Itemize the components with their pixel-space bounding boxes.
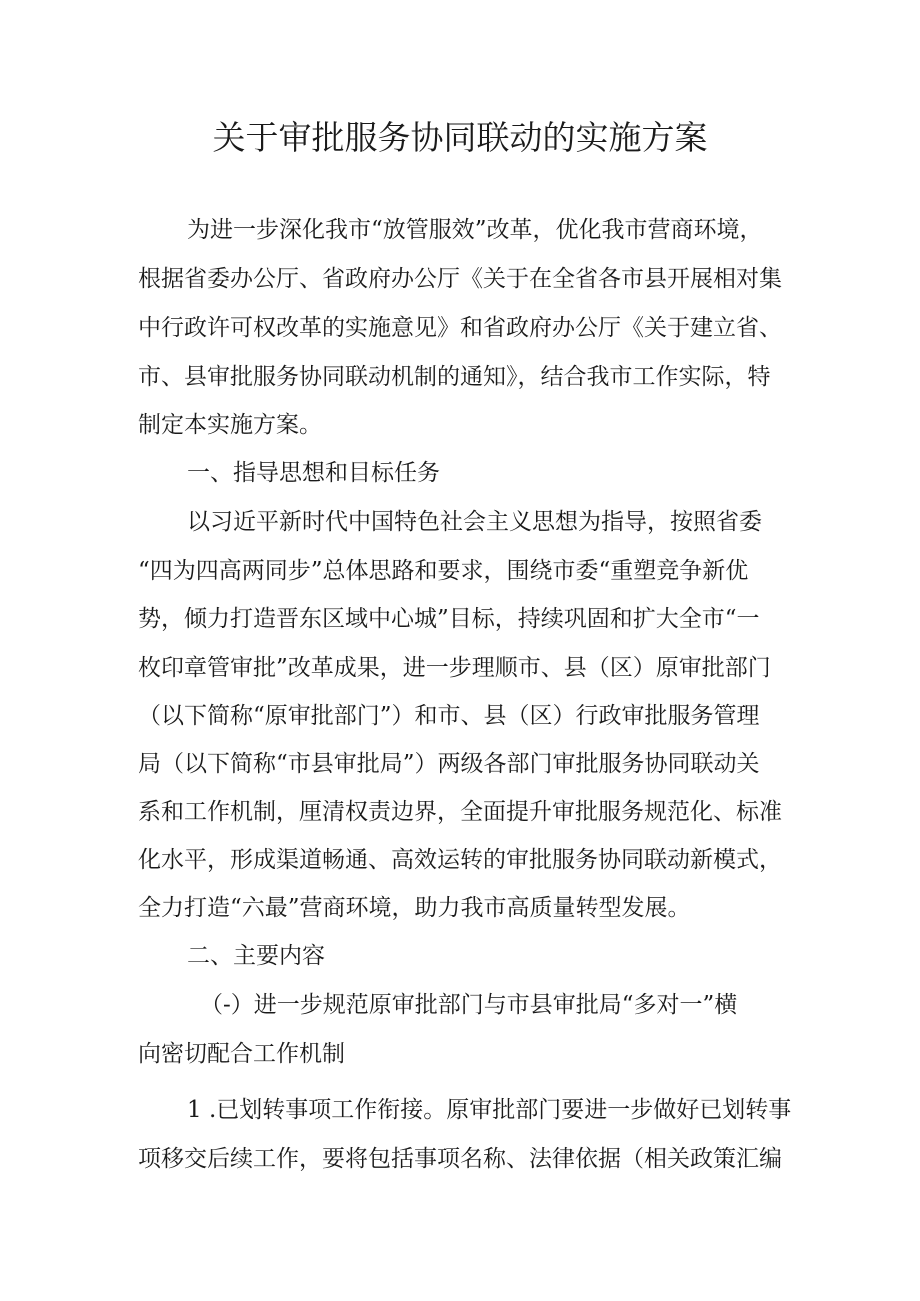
paragraph-line: 势，倾力打造晋东区域中心城”目标，持续巩固和扩大全市“一 [138, 606, 760, 632]
paragraph-line: 系和工作机制，厘清权责边界，全面提升审批服务规范化、标准 [138, 799, 782, 825]
paragraph-line: 全力打造“六最”营商环境，助力我市高质量转型发展。 [138, 895, 691, 921]
paragraph-line: “四为四高两同步”总体思路和要求，围绕市委“重塑竞争新优 [138, 558, 749, 584]
paragraph-line: 化水平，形成渠道畅通、高效运转的审批服务协同联动新模式， [138, 847, 782, 873]
section-heading: 二、主要内容 [187, 943, 325, 969]
document-title: 关于审批服务协同联动的实施方案 [212, 118, 708, 157]
paragraph-line: 中行政许可权改革的实施意见》和省政府办公厅《关于建立省、 [138, 315, 782, 341]
paragraph-line: 为进一步深化我市“放管服效”改革，优化我市营商环境， [187, 217, 763, 243]
paragraph-line: （以下简称“原审批部门”）和市、县（区）行政审批服务管理 [138, 703, 760, 729]
paragraph-line: 1 .已划转事项工作衔接。原审批部门要进一步做好已划转事 [187, 1097, 792, 1123]
paragraph-line: 以习近平新时代中国特色社会主义思想为指导，按照省委 [187, 509, 762, 535]
paragraph-line: 根据省委办公厅、省政府办公厅《关于在全省各市县开展相对集 [138, 266, 782, 292]
paragraph-line: 市、县审批服务协同联动机制的通知》，结合我市工作实际，特 [138, 364, 771, 390]
section-heading: 一、指导思想和目标任务 [187, 460, 440, 486]
paragraph-line: 局（以下简称“市县审批局”）两级各部门审批服务协同联动关 [138, 751, 760, 777]
paragraph-line: 枚印章管审批”改革成果，进一步理顺市、县（区）原审批部门 [138, 655, 771, 681]
paragraph-line: 制定本实施方案。 [138, 412, 322, 438]
subsection-heading: （-）进一步规范原审批部门与市县审批局“多对一”横 [200, 992, 738, 1018]
subsection-heading: 向密切配合工作机制 [138, 1041, 345, 1067]
paragraph-line: 项移交后续工作，要将包括事项名称、法律依据（相关政策汇编 [138, 1146, 782, 1172]
